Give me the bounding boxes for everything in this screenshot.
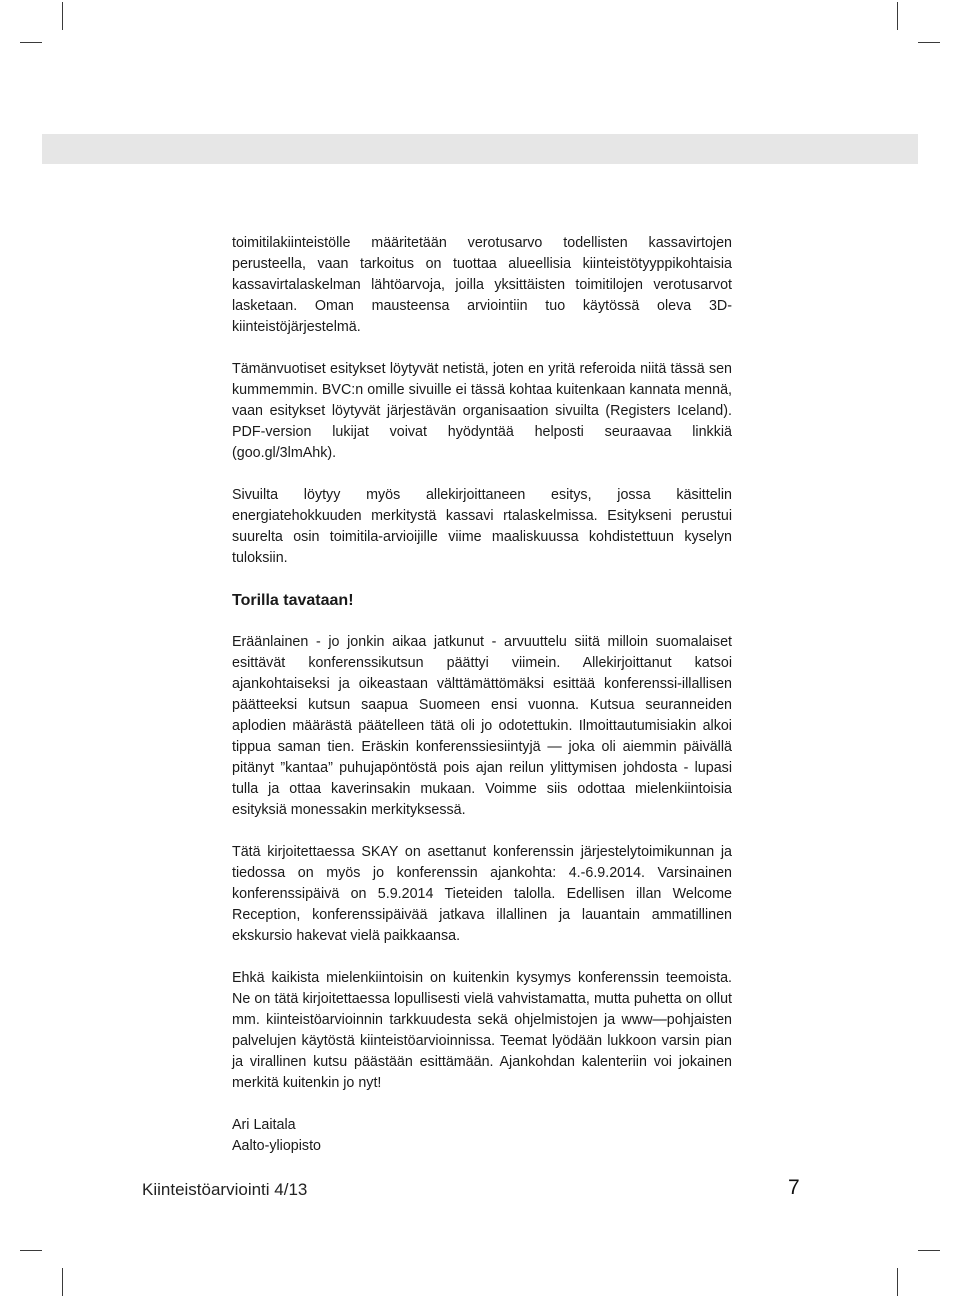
article-body [232, 233, 732, 1157]
crop-mark [20, 42, 42, 43]
paragraph: Ehkä kaikista mielenkiintoisin on kuitenkin kysymys konferenssin teemoista. Ne on tätä kirjoitettaessa lopullisesti vielä vahvistamatta, mutta puhetta on ollut mm. kiinteistöarvioinnin tarkkuudesta sekä ohjelmistojen ja www—pohjaisten palvelujen käytöstä kiinteistöarvioinnissa. Teemat lyödään lukkoon varsin pian ja virallinen kutsu päästään esittämään. Ajankohdan kalenteriin voi jokainen merkitä kuitenkin jo nyt! [232, 970, 732, 1091]
signature-affiliation: Aalto-yliopisto [232, 1138, 321, 1154]
page-number: 7 [788, 1176, 800, 1199]
paragraph: Tämänvuotiset esitykset löytyvät netistä, joten en yritä referoida niitä tässä sen kummemmin. BVC:n omille sivuille ei tässä kohtaa kuitenkaan kannata mennä, vaan esitykset löytyvät järjestävän organisaation sivuilta (Registers Iceland). PDF-version lukijat voivat hyödyntää helposti seuraavaa linkkiä (goo.gl/3lmAhk). [232, 361, 732, 461]
signature-name: Ari Laitala [232, 1117, 296, 1133]
paragraph: Tätä kirjoitettaessa SKAY on asettanut konferenssin järjestelytoimikunnan ja tiedossa on myös jo konferenssin ajankohta: 4.-6.9.2014. Varsinainen konferenssipäivä on 5.9.2014 Tieteiden talolla. Edellisen illan Welcome Reception, konferenssipäivää jatkava illallinen ja lauantain ammatillinen ekskursio hakevat vielä paikkaansa. [232, 844, 732, 944]
header-band [42, 134, 918, 164]
crop-mark [918, 42, 940, 43]
crop-mark [62, 1268, 63, 1296]
crop-mark [897, 1268, 898, 1296]
paragraph: Eräänlainen - jo jonkin aikaa jatkunut - arvuuttelu siitä milloin suomalaiset esittävät konferenssikutsun päättyi viimein. Allekirjoittanut katsoi ajankohtaiseksi ja oikeastaan välttämättömäksi esittää konferenssi-illallisen päätteeksi kutsun saapua Suomeen ensi vuonna. Kutsua seuranneiden aplodien määrästä päätelleen tätä oli jo odotettukin. Ilmoittautumisiakin alkoi tippua saman tien. Eräskin konferenssiesiintyjä — joka oli aiemmin päivällä pitänyt ”kantaa” puhujapöntöstä pois ajan reilun ylittymisen johdosta - lupasi tulla ja ottaa kaverinsakin mukaan. Voimme siis odottaa mielenkiintoisia esityksiä monessakin merkityksessä. [232, 634, 732, 818]
crop-mark [918, 1250, 940, 1251]
section-heading: Torilla tavataan! [232, 592, 354, 609]
crop-mark [20, 1250, 42, 1251]
paragraph: toimitilakiinteistölle määritetään verotusarvo todellisten kassavirtojen perusteella, vaan tarkoitus on tuottaa alueellisia kiinteistötyyppikohtaisia kassavirtalaskelman lähtöarvoja, joilla yksittäisten toimitilojen verotusarvot lasketaan. Oman mausteensa arviointiin tuo käytössä oleva 3D-kiinteistöjärjestelmä. [232, 235, 732, 335]
crop-mark [897, 2, 898, 30]
publication-title: Kiinteistöarviointi 4/13 [142, 1180, 308, 1199]
crop-mark [62, 2, 63, 30]
paragraph: Sivuilta löytyy myös allekirjoittaneen esitys, jossa käsittelin energiatehokkuuden merkitystä kassavi rtalaskelmissa. Esitykseni perustui suurelta osin toimitila-arvioijille viime maaliskuussa kohdistettuun kyselyn tuloksiin. [232, 487, 732, 566]
